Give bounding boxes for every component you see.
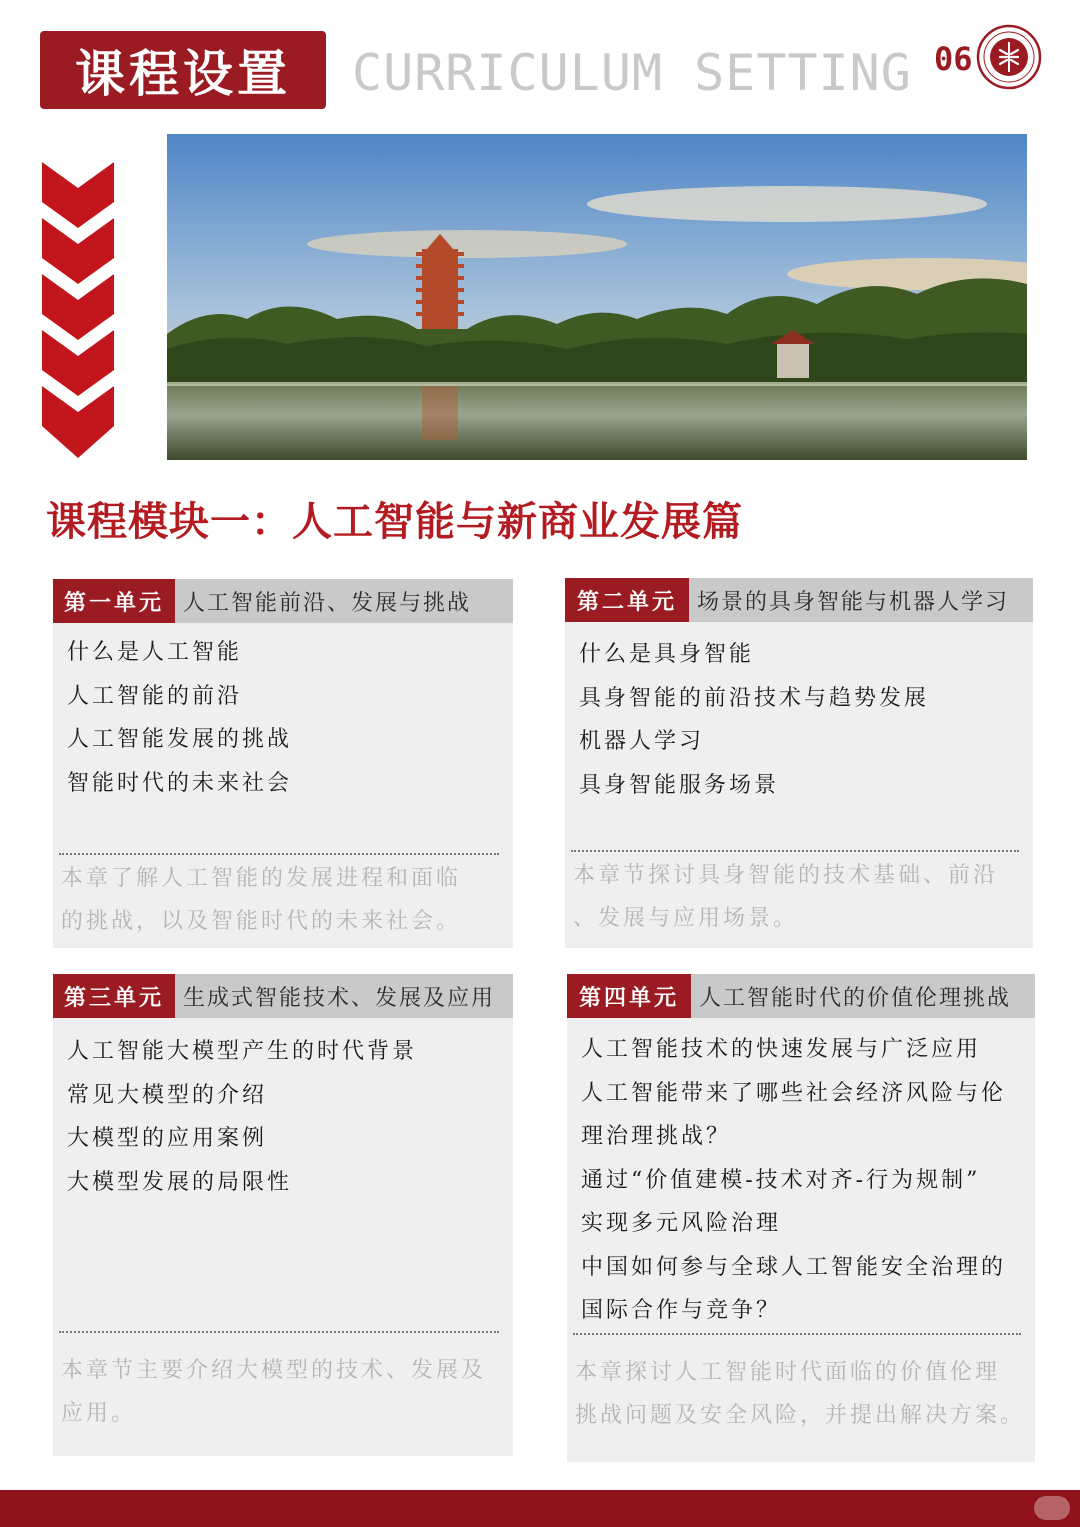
list-item: 具身智能服务场景	[579, 772, 780, 798]
list-item: 通过“价值建模-技术对齐-行为规制”	[581, 1167, 981, 1193]
summary-line: 的挑战，以及智能时代的未来社会。	[61, 909, 462, 934]
list-item: 人工智能带来了哪些社会经济风险与伦	[581, 1080, 1007, 1106]
unit-topic-list	[579, 633, 1027, 807]
footer-bar	[0, 1490, 1080, 1527]
divider	[573, 1333, 1021, 1335]
unit-badge: 第四单元	[567, 974, 691, 1018]
summary-line: 本章了解人工智能的发展进程和面临	[61, 866, 462, 891]
unit-card-2	[565, 578, 1033, 948]
list-item: 大模型发展的局限性	[67, 1169, 293, 1195]
unit-badge: 第一单元	[53, 579, 175, 623]
list-item: 人工智能发展的挑战	[67, 727, 293, 752]
page-title: 课程设置	[75, 44, 291, 103]
list-item: 人工智能的前沿	[67, 683, 243, 709]
unit-title: 人工智能前沿、发展与挑战	[183, 590, 472, 616]
list-item: 什么是具身智能	[579, 642, 755, 667]
unit-badge: 第三单元	[53, 974, 175, 1018]
unit-summary	[575, 1351, 1029, 1437]
divider	[59, 853, 499, 855]
list-item: 大模型的应用案例	[67, 1126, 268, 1151]
list-item: 什么是人工智能	[67, 640, 243, 665]
summary-line: 本章节探讨具身智能的技术基础、前沿	[573, 863, 999, 888]
list-item: 人工智能技术的快速发展与广泛应用	[581, 1037, 982, 1062]
unit-card-3	[53, 974, 513, 1456]
campus-lake-photo	[167, 134, 1027, 460]
summary-line: 本章节主要介绍大模型的技术、发展及	[61, 1358, 487, 1383]
list-item: 中国如何参与全球人工智能安全治理的	[581, 1254, 1007, 1280]
module-title: 课程模块一：人工智能与新商业发展篇	[46, 497, 743, 545]
unit-topic-list	[67, 1030, 507, 1204]
list-item: 实现多元风险治理	[581, 1211, 782, 1236]
unit-card-4	[567, 974, 1035, 1462]
unit-header	[53, 579, 513, 623]
unit-header	[53, 974, 513, 1018]
unit-title: 生成式智能技术、发展及应用	[183, 985, 496, 1011]
unit-summary	[61, 857, 507, 943]
list-item: 智能时代的未来社会	[67, 770, 293, 796]
unit-title: 场景的具身智能与机器人学习	[697, 589, 1010, 615]
list-item: 常见大模型的介绍	[67, 1082, 268, 1108]
list-item: 理治理挑战？	[581, 1124, 732, 1149]
summary-line: 本章探讨人工智能时代面临的价值伦理	[575, 1360, 1001, 1385]
unit-badge: 第二单元	[565, 578, 689, 622]
summary-line: 挑战问题及安全风险，并提出解决方案。	[575, 1403, 1026, 1428]
header-title-badge	[40, 31, 326, 109]
list-item: 具身智能的前沿技术与趋势发展	[579, 685, 930, 711]
list-item: 人工智能大模型产生的时代背景	[67, 1039, 418, 1064]
unit-summary	[573, 854, 1027, 940]
page-number: 06	[934, 40, 973, 78]
unit-card-1	[53, 579, 513, 948]
divider	[59, 1331, 499, 1333]
unit-summary	[61, 1349, 507, 1435]
watermark-badge	[1034, 1496, 1070, 1520]
page-title-english: CURRICULUM SETTING	[352, 44, 912, 102]
unit-header	[565, 578, 1033, 622]
list-item: 机器人学习	[579, 729, 705, 754]
university-seal-icon	[976, 24, 1042, 90]
list-item: 国际合作与竞争？	[581, 1298, 782, 1323]
unit-topic-list	[67, 631, 507, 805]
summary-line: 应用。	[61, 1401, 137, 1426]
divider	[571, 850, 1019, 852]
unit-header	[567, 974, 1035, 1018]
chevron-down-stack-icon	[42, 162, 114, 458]
unit-title: 人工智能时代的价值伦理挑战	[699, 985, 1012, 1011]
unit-topic-list	[581, 1028, 1029, 1333]
summary-line: 、发展与应用场景。	[573, 906, 799, 931]
